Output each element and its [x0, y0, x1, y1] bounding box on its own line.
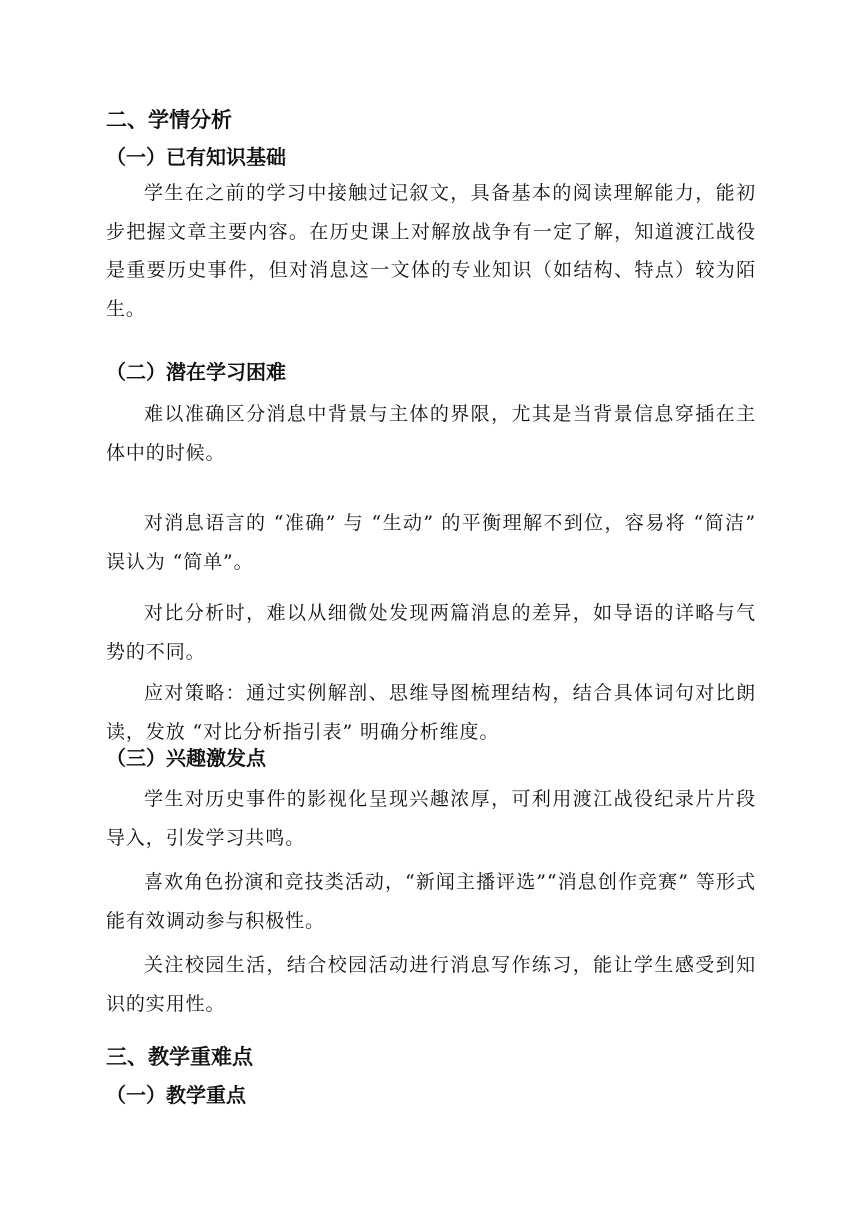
paragraph-difficulty-comparison: 对比分析时，难以从细微处发现两篇消息的差异，如导语的详略与气势的不同。 — [106, 602, 756, 663]
paragraph-interest-campus: 关注校园生活，结合校园活动进行消息写作练习，能让学生感受到知识的实用性。 — [106, 954, 756, 1015]
paragraph-difficulty-language: 对消息语言的 “准确” 与 “生动” 的平衡理解不到位，容易将 “简洁” 误认为 “简单”。 — [106, 512, 756, 573]
subheading-interest-points: （三）兴趣激发点 — [106, 746, 266, 770]
subheading-potential-difficulties: （二）潜在学习困难 — [106, 360, 286, 384]
paragraph-coping-strategy: 应对策略：通过实例解剖、思维导图梳理结构，结合具体词句对比朗读，发放 “对比分析指引表” 明确分析维度。 — [106, 682, 756, 743]
subheading-existing-knowledge: （一）已有知识基础 — [106, 145, 286, 169]
section-heading-learner-analysis: 二、学情分析 — [106, 107, 232, 132]
paragraph-interest-activities: 喜欢角色扮演和竞技类活动，“新闻主播评选”“消息创作竞赛” 等形式能有效调动参与积极性。 — [106, 871, 756, 932]
paragraph-existing-knowledge: 学生在之前的学习中接触过记叙文，具备基本的阅读理解能力，能初步把握文章主要内容。在历史课上对解放战争有一定了解，知道渡江战役是重要历史事件，但对消息这一文体的专业知识（如结构、特点）较为陌生。 — [106, 182, 756, 320]
paragraph-interest-documentary: 学生对历史事件的影视化呈现兴趣浓厚，可利用渡江战役纪录片片段导入，引发学习共鸣。 — [106, 788, 756, 849]
subheading-teaching-focus: （一）教学重点 — [106, 1083, 246, 1107]
paragraph-difficulty-background: 难以准确区分消息中背景与主体的界限，尤其是当背景信息穿插在主体中的时候。 — [106, 403, 756, 464]
section-heading-teaching-key-points: 三、教学重难点 — [106, 1044, 253, 1069]
